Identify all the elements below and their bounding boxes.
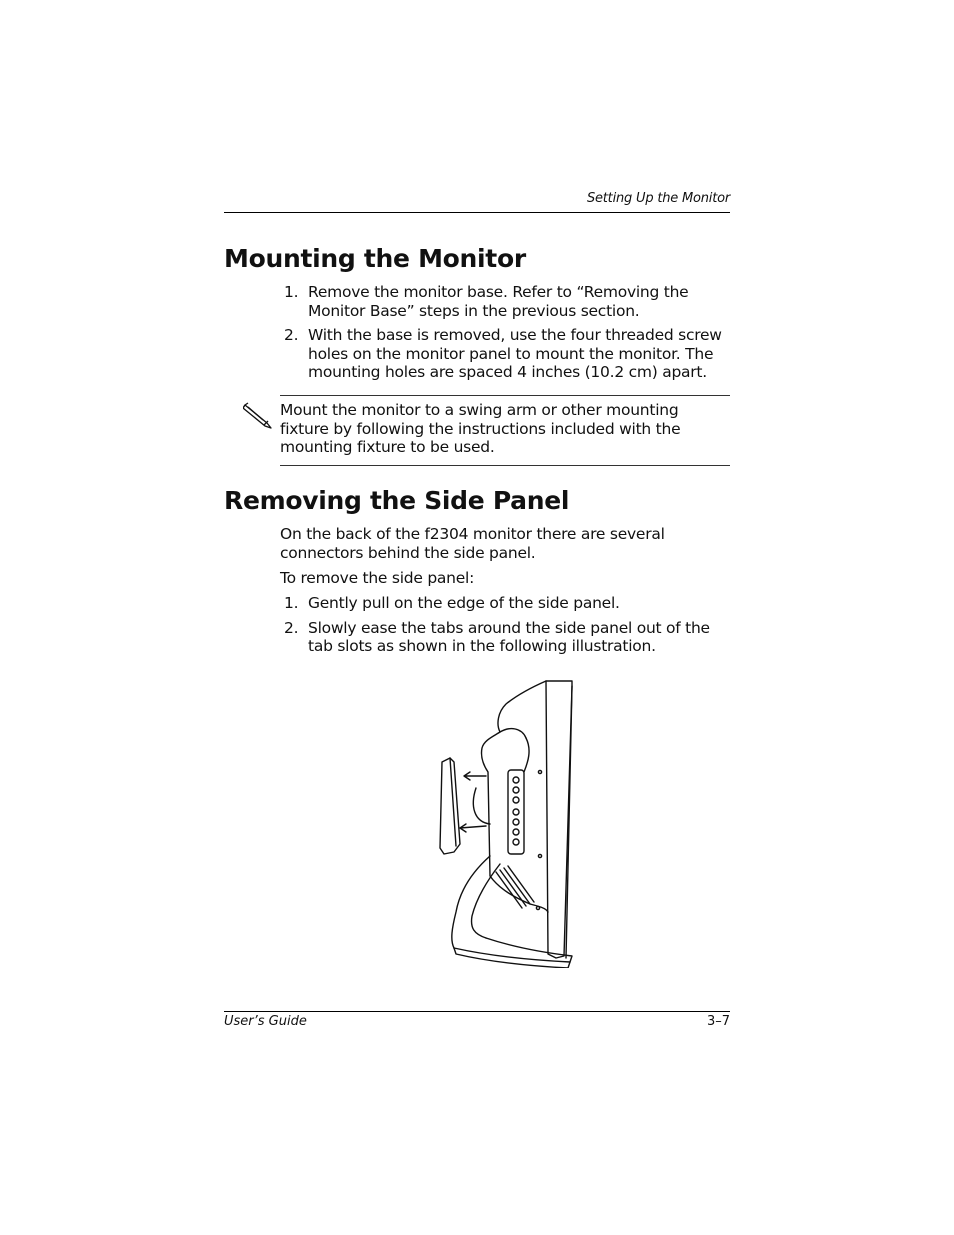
list-item <box>284 594 734 613</box>
step-text: Remove the monitor base. Refer to “Removing the Monitor Base” steps in the previous section. <box>308 283 689 320</box>
step-text: Slowly ease the tabs around the side panel out of the tab slots as shown in the following illustration. <box>308 618 710 656</box>
monitor-side-panel-illustration <box>430 676 590 968</box>
note-pencil-icon <box>243 401 275 431</box>
step-text: Gently pull on the edge of the side panel. <box>308 594 620 612</box>
side-panel-steps-list <box>284 594 734 662</box>
section-title-mounting: Mounting the Monitor <box>224 244 526 273</box>
step-number: 1. <box>284 594 299 612</box>
list-item <box>284 619 734 656</box>
list-item <box>284 283 734 320</box>
step-number: 1. <box>284 283 299 301</box>
section-title-side-panel: Removing the Side Panel <box>224 486 570 515</box>
step-number: 2. <box>284 618 299 637</box>
note-bottom-rule <box>280 465 730 466</box>
lead-paragraph: To remove the side panel: <box>280 569 475 587</box>
intro-paragraph: On the back of the f2304 monitor there are several connectors behind the side panel. <box>280 525 665 562</box>
running-header: Setting Up the Monitor <box>586 191 730 206</box>
header-rule <box>224 212 730 213</box>
note-text: Mount the monitor to a swing arm or other mounting fixture by following the instructions included with the mounting fixture to be used. <box>280 401 681 457</box>
mounting-steps-list <box>284 283 734 388</box>
step-number: 2. <box>284 326 299 345</box>
note-top-rule <box>280 395 730 396</box>
list-item <box>284 326 734 382</box>
footer-guide-title: User’s Guide <box>224 1014 307 1029</box>
step-text: With the base is removed, use the four threaded screw holes on the monitor panel to mount the monitor. The mounting holes are spaced 4 inches (10.2 cm) apart. <box>308 326 722 382</box>
page-number: 3–7 <box>706 1014 730 1029</box>
footer-rule <box>224 1011 730 1012</box>
